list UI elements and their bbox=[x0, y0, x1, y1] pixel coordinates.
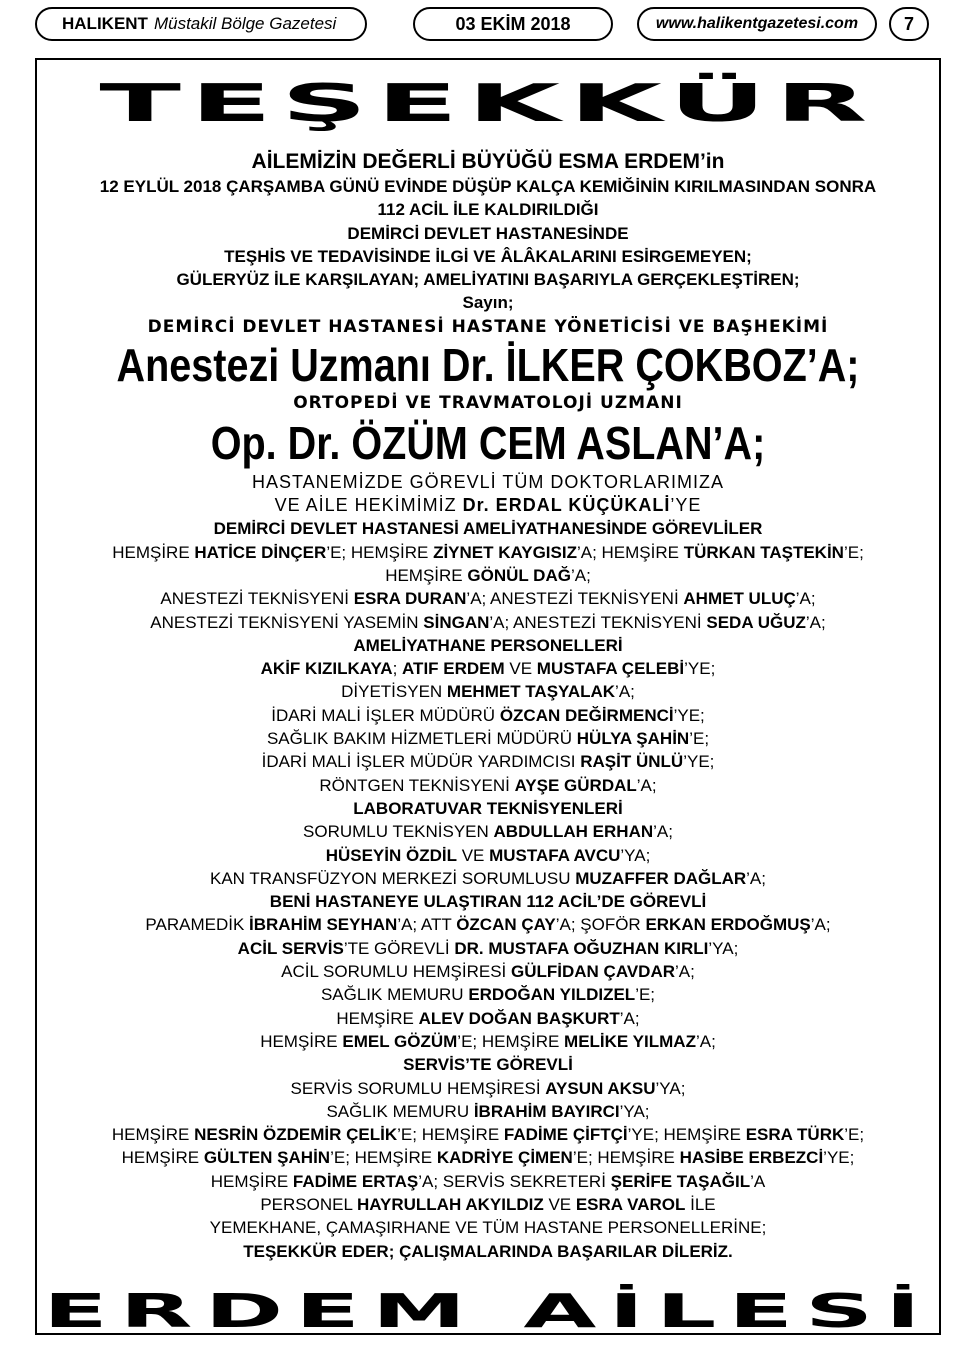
person-name: ACİL SERVİS bbox=[237, 938, 344, 958]
thanks-line bbox=[37, 634, 939, 657]
line-text: ’A; ATT bbox=[397, 915, 457, 935]
line-text: ’E; HEMŞİRE bbox=[457, 1031, 565, 1051]
person-name: ALEV DOĞAN BAŞKURT bbox=[418, 1008, 620, 1028]
line-text: HEMŞİRE bbox=[385, 565, 468, 585]
person-name: ÖZCAN ÇAY bbox=[456, 915, 556, 935]
header-date: 03 EKİM 2018 bbox=[413, 7, 613, 41]
thanks-line bbox=[37, 1216, 939, 1239]
person-name: HATİCE DİNÇER bbox=[194, 542, 327, 562]
line-text: ’E; HEMŞİRE bbox=[572, 1148, 680, 1168]
line-text: ’A; bbox=[675, 962, 695, 982]
person-name: GÖNÜL DAĞ bbox=[467, 565, 571, 585]
person-name: ESRA DURAN bbox=[353, 589, 467, 609]
person-name: GÜLTEN ŞAHİN bbox=[203, 1148, 331, 1168]
thanks-line bbox=[37, 657, 939, 680]
line-text: VE bbox=[543, 1194, 576, 1214]
line-text: ; bbox=[392, 659, 403, 679]
person-name: KADRİYE ÇİMEN bbox=[436, 1148, 573, 1168]
thanks-line bbox=[37, 750, 939, 773]
line-text: ’A; SERVİS SEKRETERİ bbox=[418, 1171, 611, 1191]
line-text: İLE bbox=[685, 1194, 716, 1214]
line-text: ACİL SORUMLU HEMŞİRESİ bbox=[281, 962, 511, 982]
header-paper-name-box bbox=[35, 7, 367, 41]
intro-line: DEMİRCİ DEVLET HASTANESİNDE bbox=[347, 223, 629, 243]
person-name: AHMET ULUÇ bbox=[683, 589, 796, 609]
line-text: DİYETİSYEN bbox=[341, 682, 447, 702]
person-name: RAŞİT ÜNLÜ bbox=[580, 752, 684, 772]
line-text: HEMŞİRE bbox=[112, 542, 195, 562]
line-text: SAĞLIK BAKIM HİZMETLERİ MÜDÜRÜ bbox=[266, 729, 577, 749]
doctor-name-2: Op. Dr. ÖZÜM CEM ASLAN’A; bbox=[210, 416, 766, 469]
person-name: TÜRKAN TAŞTEKİN bbox=[683, 542, 844, 562]
person-name: HÜSEYİN ÖZDİL bbox=[325, 845, 457, 865]
line-text: ’A; bbox=[636, 775, 657, 795]
line-text: VE bbox=[456, 845, 490, 865]
line-text: ’A; bbox=[810, 915, 831, 935]
line-text: HEMŞİRE bbox=[111, 1125, 195, 1145]
thanks-line bbox=[37, 1193, 939, 1216]
line-text: ’YA; bbox=[620, 845, 651, 865]
person-name: MEHMET TAŞYALAK bbox=[446, 682, 616, 702]
person-name: ZİYNET KAYGISIZ bbox=[433, 542, 577, 562]
person-name: ŞERİFE TAŞAĞIL bbox=[610, 1171, 751, 1191]
person-name: AYSUN AKSU bbox=[545, 1078, 656, 1098]
thanks-line bbox=[37, 1030, 939, 1053]
line-text: ’YE; HEMŞİRE bbox=[627, 1125, 746, 1145]
page-number: 7 bbox=[889, 7, 929, 41]
thanks-line bbox=[37, 680, 939, 703]
person-name: ÖZCAN DEĞİRMENCİ bbox=[499, 705, 674, 725]
line-text: ’E; HEMŞİRE bbox=[330, 1148, 437, 1168]
person-name: EMEL GÖZÜM bbox=[342, 1031, 458, 1051]
line-text: ’A; bbox=[653, 822, 673, 842]
specialty-title: ORTOPEDİ VE TRAVMATOLOJİ UZMANI bbox=[293, 392, 683, 413]
thanks-line bbox=[37, 1007, 939, 1030]
intro-line: GÜLERYÜZ İLE KARŞILAYAN; AMELİYATINI BAŞARIYLA GERÇEKLEŞTİREN; bbox=[176, 270, 800, 290]
thanks-line bbox=[37, 1077, 939, 1100]
line-text: ’A; bbox=[746, 868, 766, 888]
person-name: AMELİYATHANE PERSONELLERİ bbox=[353, 635, 623, 655]
intro-line: Sayın; bbox=[462, 293, 514, 313]
person-name: LABORATUVAR TEKNİSYENLERİ bbox=[353, 798, 623, 818]
person-name: HAYRULLAH AKYILDIZ bbox=[357, 1194, 544, 1214]
thanks-line bbox=[37, 890, 939, 913]
thanks-line bbox=[37, 1123, 939, 1146]
line-text: VE bbox=[504, 659, 537, 679]
line-text: ’YA; bbox=[708, 938, 739, 958]
thanks-line bbox=[37, 611, 939, 634]
line-text: PARAMEDİK bbox=[145, 915, 250, 935]
thanks-line bbox=[37, 541, 939, 564]
intro-line: AİLEMİZİN DEĞERLİ BÜYÜĞÜ ESMA ERDEM’in bbox=[251, 150, 725, 173]
thank-you-ad bbox=[35, 58, 941, 1338]
person-name: İBRAHİM SEYHAN bbox=[249, 915, 398, 935]
line-text: ’YE; bbox=[673, 705, 705, 725]
person-name: ATIF ERDEM bbox=[402, 659, 505, 679]
intro-line: 112 ACİL İLE KALDIRILDIĞI bbox=[377, 200, 599, 220]
thanks-line bbox=[37, 960, 939, 983]
person-name: DR. MUSTAFA OĞUZHAN KIRLI bbox=[454, 938, 709, 958]
line-text: ’A; bbox=[619, 1008, 640, 1028]
person-name: DEMİRCİ DEVLET HASTANESİ AMELİYATHANESİNDE GÖREVLİLER bbox=[213, 519, 763, 539]
person-name: Dr. ERDAL KÜÇÜKALİ bbox=[462, 495, 671, 516]
line-text: ’E; bbox=[635, 985, 656, 1005]
line-text: ’YA; bbox=[655, 1078, 686, 1098]
line-text: ANESTEZİ TEKNİSYENİ YASEMİN bbox=[150, 612, 424, 632]
person-name: SİNGAN bbox=[423, 612, 490, 632]
thanks-line bbox=[37, 494, 939, 517]
person-name: ESRA VAROL bbox=[575, 1194, 686, 1214]
person-name: AKİF KIZILKAYA bbox=[260, 659, 393, 679]
thanks-line bbox=[37, 1240, 939, 1263]
thanks-line bbox=[37, 517, 939, 540]
person-name: HÜLYA ŞAHİN bbox=[576, 729, 690, 749]
person-name: MUSTAFA AVCU bbox=[489, 845, 621, 865]
person-name: ABDULLAH ERHAN bbox=[493, 822, 654, 842]
thanks-line bbox=[37, 704, 939, 727]
thanks-line bbox=[37, 564, 939, 587]
thanks-line bbox=[37, 1053, 939, 1076]
doctor-name-1: Anestezi Uzmanı Dr. İLKER ÇOKBOZ’A; bbox=[116, 338, 860, 391]
line-text: VE AİLE HEKİMİMİZ bbox=[274, 495, 463, 516]
ad-body bbox=[37, 148, 939, 1263]
thanks-line bbox=[37, 471, 939, 494]
line-text: ’E; bbox=[844, 1125, 865, 1145]
line-text: ’E; bbox=[843, 542, 864, 562]
line-text: ’E; HEMŞİRE bbox=[397, 1125, 504, 1145]
intro-line: 12 EYLÜL 2018 ÇARŞAMBA GÜNÜ EVİNDE DÜŞÜP KALÇA KEMİĞİNİN KIRILMASINDAN SONRA bbox=[99, 177, 877, 196]
line-text: ’YA; bbox=[619, 1101, 650, 1121]
person-name: MELİKE YILMAZ bbox=[564, 1031, 696, 1051]
thanks-line bbox=[37, 727, 939, 750]
person-name: BENİ HASTANEYE ULAŞTIRAN 112 ACİL’DE GÖREVLİ bbox=[269, 892, 707, 912]
line-text: ’E; bbox=[689, 729, 710, 749]
line-text: İDARİ MALİ İŞLER MÜDÜRÜ bbox=[271, 705, 500, 725]
person-name: AYŞE GÜRDAL bbox=[514, 775, 637, 795]
thanks-line bbox=[37, 774, 939, 797]
person-name: MUSTAFA ÇELEBİ bbox=[536, 659, 685, 679]
line-text: HEMŞİRE bbox=[121, 1148, 204, 1168]
paper-name: HALIKENT bbox=[62, 14, 148, 33]
line-text: ’A; bbox=[570, 565, 591, 585]
signature: ERDEM AİLESİ bbox=[43, 1284, 933, 1338]
person-name: ERDOĞAN YILDIZEL bbox=[468, 985, 636, 1005]
thanks-line bbox=[37, 983, 939, 1006]
person-name: SERVİS’TE GÖREVLİ bbox=[403, 1055, 573, 1075]
line-text: HEMŞİRE bbox=[210, 1171, 293, 1191]
line-text: KAN TRANSFÜZYON MERKEZİ SORUMLUSU bbox=[210, 868, 576, 888]
line-text: ’TE GÖREVLİ bbox=[343, 938, 455, 958]
line-text: HEMŞİRE bbox=[336, 1008, 419, 1028]
person-name: MUZAFFER DAĞLAR bbox=[575, 868, 747, 888]
line-text: SERVİS SORUMLU HEMŞİRESİ bbox=[290, 1078, 546, 1098]
line-text: ’E; HEMŞİRE bbox=[326, 542, 434, 562]
line-text: ’YE; bbox=[823, 1148, 855, 1168]
person-name: GÜLFİDAN ÇAVDAR bbox=[511, 962, 676, 982]
line-text: ’A; bbox=[695, 1031, 716, 1051]
line-text: ’YE; bbox=[683, 752, 715, 772]
line-text: ANESTEZİ TEKNİSYENİ bbox=[160, 589, 354, 609]
paper-subtitle: Müstakil Bölge Gazetesi bbox=[153, 14, 337, 33]
person-name: ERKAN ERDOĞMUŞ bbox=[645, 915, 811, 935]
line-text: SAĞLIK MEMURU bbox=[320, 985, 469, 1005]
line-text: HEMŞİRE bbox=[260, 1031, 343, 1051]
thanks-line bbox=[37, 1146, 939, 1169]
person-name: HASİBE ERBEZCİ bbox=[679, 1148, 824, 1168]
line-text: PERSONEL bbox=[260, 1194, 358, 1214]
line-text: ’A; HEMŞİRE bbox=[576, 542, 684, 562]
thanks-line bbox=[37, 867, 939, 890]
person-name: NESRİN ÖZDEMİR ÇELİK bbox=[194, 1125, 398, 1145]
thanks-list bbox=[37, 471, 939, 1263]
line-text: RÖNTGEN TEKNİSYENİ bbox=[319, 775, 515, 795]
line-text: ’A; bbox=[795, 589, 816, 609]
thanks-line bbox=[37, 587, 939, 610]
person-name: TEŞEKKÜR EDER; ÇALIŞMALARINDA BAŞARILAR DİLERİZ. bbox=[243, 1241, 733, 1261]
person-name: FADİME ÇİFTÇİ bbox=[503, 1125, 628, 1145]
header-website: www.halikentgazetesi.com bbox=[637, 7, 877, 41]
person-name: FADİME ERTAŞ bbox=[292, 1171, 419, 1191]
thanks-line bbox=[37, 844, 939, 867]
line-text: İDARİ MALİ İŞLER MÜDÜR YARDIMCISI bbox=[261, 752, 581, 772]
line-text: YEMEKHANE, ÇAMAŞIRHANE VE TÜM HASTANE PERSONELLERİNE; bbox=[209, 1218, 767, 1238]
ad-title: TEŞEKKÜR bbox=[99, 74, 877, 134]
line-text: ’A bbox=[750, 1171, 766, 1191]
person-name: ESRA TÜRK bbox=[745, 1125, 845, 1145]
line-text: HASTANEMİZDE GÖREVLİ TÜM DOKTORLARIMIZA bbox=[251, 471, 725, 492]
thanks-line bbox=[37, 913, 939, 936]
line-text: ’A; ANESTEZİ TEKNİSYENİ bbox=[466, 589, 684, 609]
line-text: ’YE; bbox=[684, 659, 716, 679]
thanks-line bbox=[37, 1100, 939, 1123]
line-text: ’A; ŞOFÖR bbox=[555, 915, 646, 935]
line-text: ’A; bbox=[805, 612, 826, 632]
person-name: İBRAHİM BAYIRCI bbox=[473, 1101, 620, 1121]
line-text: ’A; bbox=[615, 682, 635, 702]
thanks-line bbox=[37, 820, 939, 843]
intro-line: TEŞHİS VE TEDAVİSİNDE İLGİ VE ÂLÂKALARINI ESİRGEMEYEN; bbox=[224, 246, 752, 266]
line-text: SAĞLIK MEMURU bbox=[326, 1101, 474, 1121]
thanks-line bbox=[37, 1170, 939, 1193]
thanks-line bbox=[37, 937, 939, 960]
line-text: SORUMLU TEKNİSYEN bbox=[303, 822, 494, 842]
director-title: DEMİRCİ DEVLET HASTANESİ HASTANE YÖNETİCİSİ VE BAŞHEKİMİ bbox=[147, 316, 829, 337]
line-text: ’A; ANESTEZİ TEKNİSYENİ bbox=[489, 612, 707, 632]
thanks-line bbox=[37, 797, 939, 820]
person-name: SEDA UĞUZ bbox=[706, 612, 806, 632]
line-text: ’YE bbox=[670, 495, 702, 516]
